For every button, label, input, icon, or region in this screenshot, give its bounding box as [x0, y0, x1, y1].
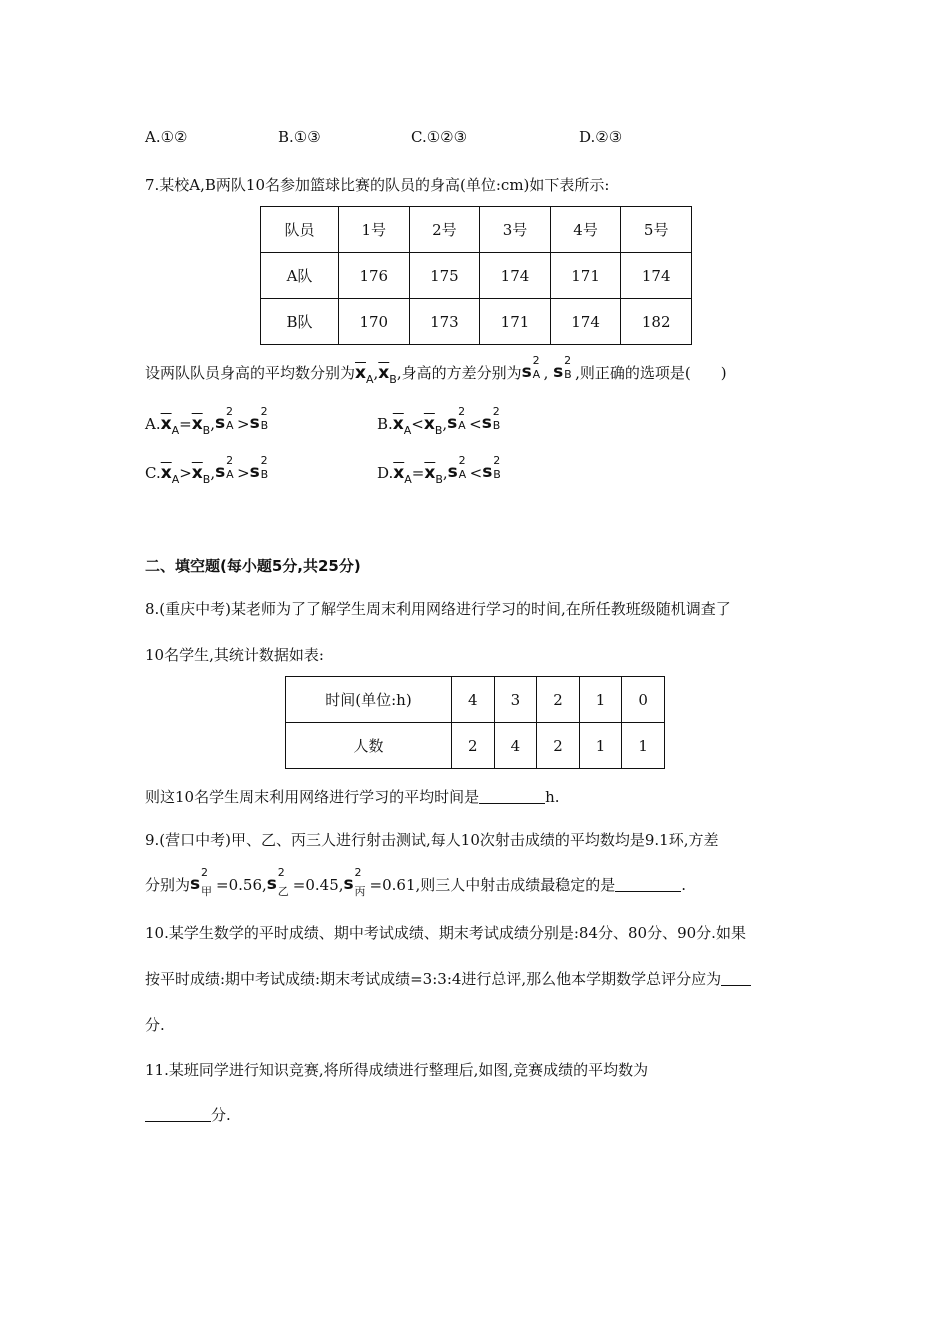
q10-line2	[145, 968, 751, 989]
q8-answer-unit: h.	[545, 788, 560, 806]
table-row	[286, 677, 665, 723]
table-cell: 队员	[261, 207, 339, 253]
q8-answer-line	[145, 786, 560, 807]
q11-line1: 11.某班同学进行知识竞赛,将所得成绩进行整理后,如图,竞赛成绩的平均数为	[145, 1061, 649, 1079]
relation: =	[411, 464, 425, 482]
mean-symbol: $\overline{x}$	[355, 363, 366, 383]
q7-height-table	[260, 206, 692, 345]
table-cell: 1	[579, 723, 622, 769]
q9-value: =0.61,	[369, 876, 421, 894]
relation: =	[179, 415, 192, 433]
table-cell: 174	[621, 253, 692, 299]
table-cell: 1	[579, 677, 622, 723]
q9-end: .	[681, 876, 687, 894]
table-row	[286, 723, 665, 769]
q11-line2	[145, 1104, 231, 1125]
table-cell: 171	[480, 299, 551, 345]
q7-question-text: ,身高的方差分别为	[396, 364, 522, 382]
table-cell: 4	[494, 723, 537, 769]
table-cell: 1号	[339, 207, 410, 253]
table-cell: 时间(单位:h)	[286, 677, 452, 723]
table-cell: 2	[537, 677, 580, 723]
table-cell: 3	[494, 677, 537, 723]
answer-blank[interactable]	[615, 877, 681, 892]
table-cell: A队	[261, 253, 339, 299]
q6-option-b: B.①③	[278, 128, 321, 146]
q8-time-table	[285, 676, 665, 769]
q7-option-a: $A.\overline{x}_A=\overline{x}_B$, s 2 A > s 2 B	[145, 405, 269, 437]
q6-option-d: D.②③	[579, 128, 623, 146]
relation: <	[411, 415, 424, 433]
relation: >	[236, 415, 250, 433]
table-cell: 170	[339, 299, 410, 345]
q8-line1: 8.(重庆中考)某老师为了了解学生周末利用网络进行学习的时间,在所任教班级随机调查了	[145, 600, 731, 618]
table-cell: 2	[452, 723, 495, 769]
relation: <	[469, 415, 482, 433]
table-cell: 4	[452, 677, 495, 723]
table-row	[261, 253, 692, 299]
table-row	[261, 299, 692, 345]
q6-option-c: C.①②③	[411, 128, 468, 146]
q10-line1: 10.某学生数学的平时成绩、期中考试成绩、期末考试成绩分别是:84分、80分、90分.如果	[145, 924, 746, 942]
table-cell: 171	[550, 253, 621, 299]
comma: ,	[543, 364, 549, 382]
q8-line2: 10名学生,其统计数据如表:	[145, 646, 324, 664]
table-cell: 175	[409, 253, 480, 299]
option-label: C.	[145, 464, 161, 482]
q7-question-text: ,则正确的选项是( )	[575, 364, 727, 382]
answer-blank[interactable]	[479, 789, 545, 804]
q9-text: 则三人中射击成绩最稳定的是	[420, 876, 616, 894]
table-cell: 176	[339, 253, 410, 299]
option-label: B.	[377, 415, 393, 433]
q6-option-a: A.①②	[145, 128, 188, 146]
q9-line1: 9.(营口中考)甲、乙、丙三人进行射击测试,每人10次射击成绩的平均数均是9.1环,方差	[145, 831, 719, 849]
q10-text: 按平时成绩:期中考试成绩:期末考试成绩=3:3:4进行总评,那么他本学期数学总评分应为	[145, 970, 722, 988]
table-cell: 5号	[621, 207, 692, 253]
table-cell: 3号	[480, 207, 551, 253]
q10-line3: 分.	[145, 1016, 165, 1034]
relation: >	[237, 464, 250, 482]
q11-text: 分.	[211, 1106, 231, 1124]
variance-yi: s 2 乙	[266, 866, 289, 898]
table-cell: 4号	[550, 207, 621, 253]
q7-option-c: $C.\overline{x}_A>\overline{x}_B$, s 2 A > s 2 B	[145, 454, 269, 486]
q7-table-header-row	[261, 207, 692, 253]
variance-jia: s 2 甲	[190, 866, 213, 898]
comma: ,	[373, 364, 379, 382]
q7-question-text: 设两队队员身高的平均数分别为	[145, 364, 356, 382]
q8-answer-text: 则这10名学生周末利用网络进行学习的平均时间是	[145, 788, 480, 806]
section-title: 二、填空题(每小题5分,共25分)	[145, 557, 361, 575]
option-label: A.	[145, 415, 161, 433]
table-cell: 人数	[286, 723, 452, 769]
variance-symbol: s 2 A	[521, 354, 541, 382]
q9-value: =0.45,	[292, 876, 344, 894]
table-cell: 173	[409, 299, 480, 345]
relation: >	[179, 464, 192, 482]
answer-blank[interactable]	[145, 1107, 211, 1122]
q9-line2	[145, 866, 687, 898]
q7-option-b: $B.\overline{x}_A<\overline{x}_B$, s 2 A < s 2 B	[377, 405, 501, 437]
q7-option-d: $D.\overline{x}_A=\overline{x}_B$, s 2 A < s 2 B	[377, 454, 501, 486]
variance-symbol: s 2 B	[553, 354, 572, 382]
answer-blank[interactable]	[721, 971, 751, 986]
table-cell: 174	[480, 253, 551, 299]
q7-question	[145, 354, 727, 386]
subscript: B	[389, 373, 397, 386]
option-label: D.	[377, 464, 394, 482]
variance-bing: s 2 丙	[343, 866, 366, 898]
q9-value: =0.56,	[216, 876, 267, 894]
q7-stem: 7.某校A,B两队10名参加篮球比赛的队员的身高(单位:cm)如下表所示:	[145, 176, 610, 194]
table-cell: 0	[622, 677, 665, 723]
table-cell: B队	[261, 299, 339, 345]
mean-symbol: $\overline{x}$	[378, 363, 390, 383]
table-cell: 2	[537, 723, 580, 769]
table-cell: 174	[550, 299, 621, 345]
q9-text: 分别为	[145, 876, 191, 894]
relation: <	[469, 464, 483, 482]
table-cell: 182	[621, 299, 692, 345]
table-cell: 1	[622, 723, 665, 769]
table-cell: 2号	[409, 207, 480, 253]
subscript: A	[365, 373, 374, 386]
